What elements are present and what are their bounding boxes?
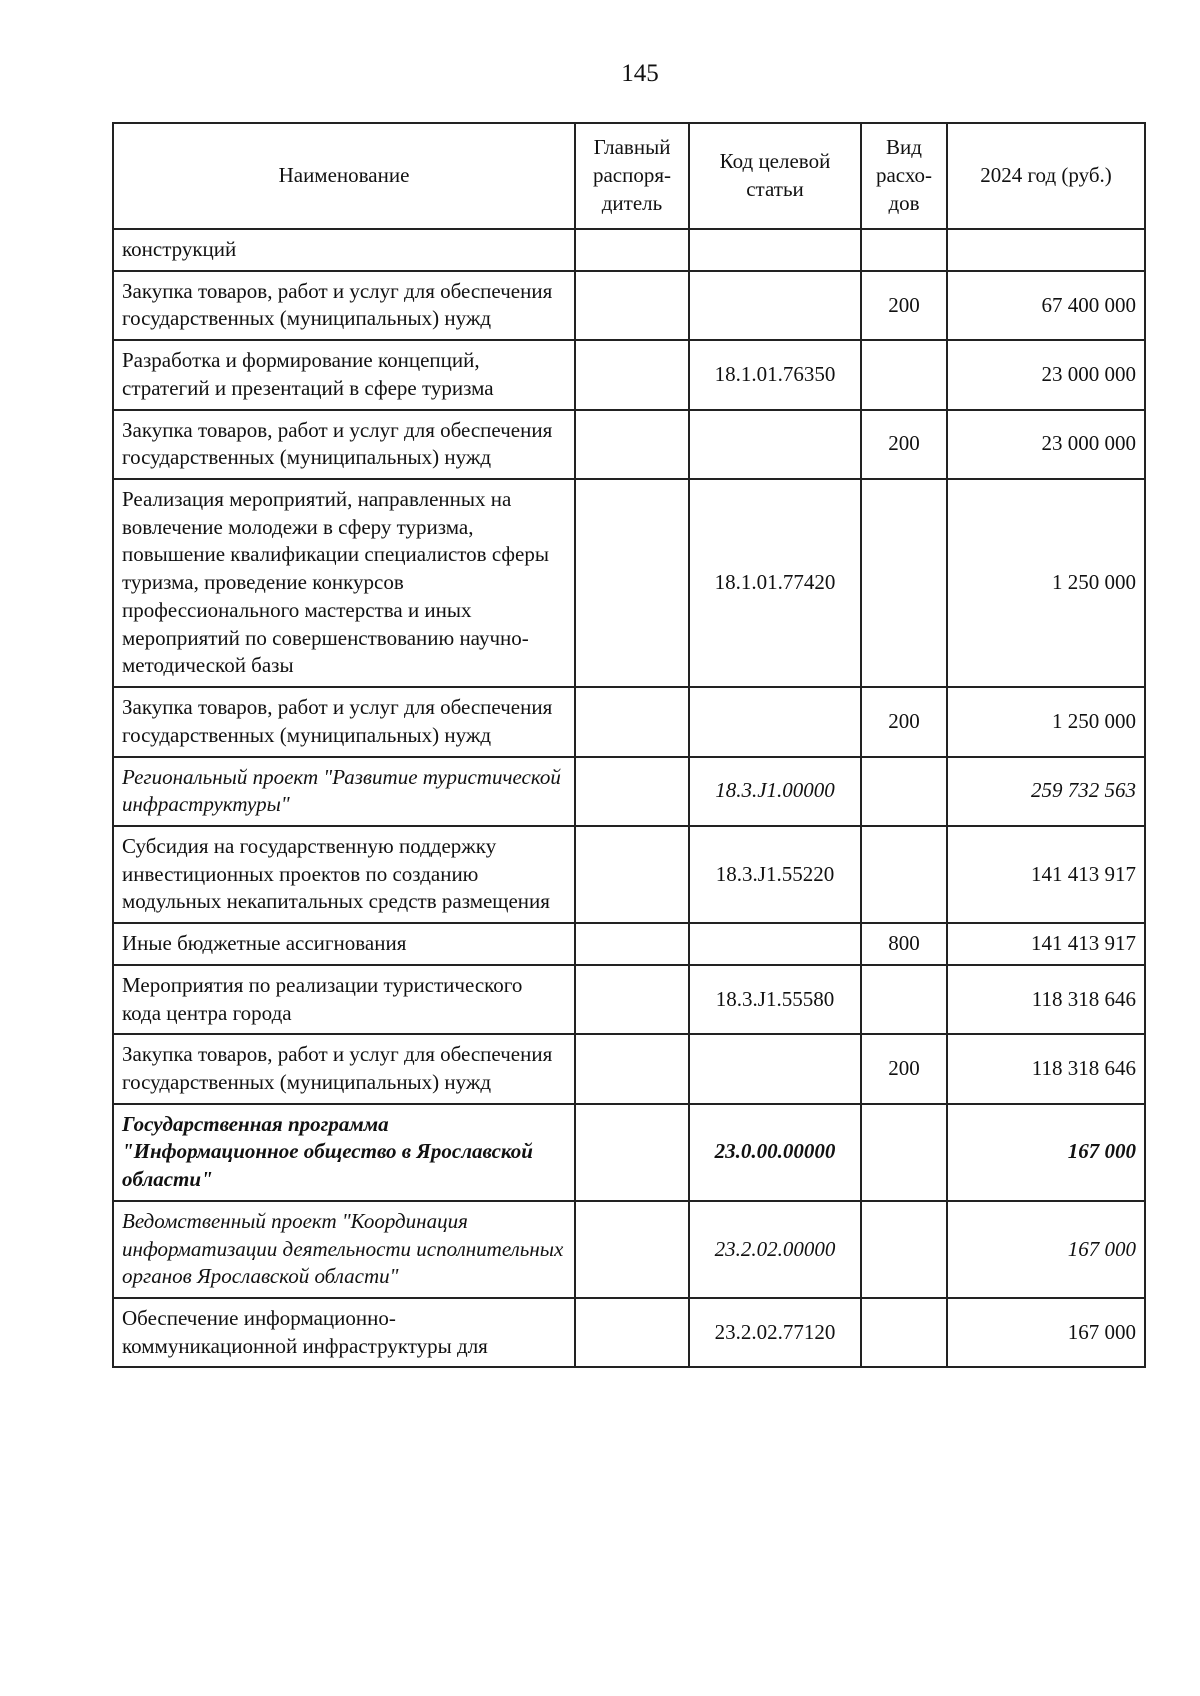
row-sum: 167 000 [947, 1104, 1145, 1201]
row-sum: 259 732 563 [947, 757, 1145, 826]
row-code [689, 1034, 861, 1103]
row-name: Реализация мероприятий, направленных на вовлечение молодежи в сферу туризма, повышение квалификации специалистов сферы туризма, проведение конкурсов профессионального мастерства и иных мероприятий по совершенствованию научно-методической базы [113, 479, 575, 687]
row-sum: 23 000 000 [947, 340, 1145, 409]
row-manager [575, 340, 689, 409]
row-manager [575, 1201, 689, 1298]
row-name: Иные бюджетные ассигнования [113, 923, 575, 965]
row-name: Закупка товаров, работ и услуг для обеспечения государственных (муниципальных) нужд [113, 410, 575, 479]
row-manager [575, 1034, 689, 1103]
table-row [113, 340, 1145, 409]
table-header-row [113, 123, 1145, 229]
row-type [861, 479, 947, 687]
row-name: Обеспечение информационно-коммуникационной инфраструктуры для [113, 1298, 575, 1367]
row-sum: 23 000 000 [947, 410, 1145, 479]
row-code [689, 271, 861, 340]
row-name: Закупка товаров, работ и услуг для обеспечения государственных (муниципальных) нужд [113, 1034, 575, 1103]
row-type [861, 826, 947, 923]
row-name: конструкций [113, 229, 575, 271]
row-sum: 1 250 000 [947, 687, 1145, 756]
table-row [113, 479, 1145, 687]
row-sum [947, 229, 1145, 271]
row-code [689, 410, 861, 479]
row-type: 200 [861, 687, 947, 756]
row-sum: 167 000 [947, 1298, 1145, 1367]
row-code [689, 923, 861, 965]
row-manager [575, 1104, 689, 1201]
table-row [113, 965, 1145, 1034]
row-name: Закупка товаров, работ и услуг для обеспечения государственных (муниципальных) нужд [113, 271, 575, 340]
row-code: 18.1.01.76350 [689, 340, 861, 409]
table-row [113, 229, 1145, 271]
row-type [861, 965, 947, 1034]
row-name: Разработка и формирование концепций, стратегий и презентаций в сфере туризма [113, 340, 575, 409]
row-type: 200 [861, 271, 947, 340]
row-code [689, 687, 861, 756]
table-row [113, 923, 1145, 965]
row-manager [575, 826, 689, 923]
table-row [113, 826, 1145, 923]
row-code: 18.3.J1.55220 [689, 826, 861, 923]
row-code: 23.0.00.00000 [689, 1104, 861, 1201]
row-sum: 167 000 [947, 1201, 1145, 1298]
row-code [689, 229, 861, 271]
table-row [113, 1034, 1145, 1103]
row-type [861, 1201, 947, 1298]
row-name: Региональный проект "Развитие туристической инфраструктуры" [113, 757, 575, 826]
table-row [113, 271, 1145, 340]
row-manager [575, 271, 689, 340]
header-code: Код целевой статьи [689, 123, 861, 229]
row-sum: 1 250 000 [947, 479, 1145, 687]
header-type: Вид расхо-дов [861, 123, 947, 229]
row-manager [575, 229, 689, 271]
page-number: 145 [621, 60, 659, 87]
row-type: 800 [861, 923, 947, 965]
row-type [861, 757, 947, 826]
row-manager [575, 410, 689, 479]
row-sum: 67 400 000 [947, 271, 1145, 340]
table-row [113, 410, 1145, 479]
row-manager [575, 757, 689, 826]
row-name: Ведомственный проект "Координация информатизации деятельности исполнительных органов Ярославской области" [113, 1201, 575, 1298]
row-sum: 118 318 646 [947, 1034, 1145, 1103]
row-sum: 141 413 917 [947, 923, 1145, 965]
header-sum: 2024 год (руб.) [947, 123, 1145, 229]
row-sum: 141 413 917 [947, 826, 1145, 923]
row-sum: 118 318 646 [947, 965, 1145, 1034]
row-manager [575, 479, 689, 687]
row-name: Государственная программа "Информационное общество в Ярославской области" [113, 1104, 575, 1201]
budget-table [112, 122, 1146, 1368]
row-manager [575, 923, 689, 965]
row-type [861, 340, 947, 409]
header-name: Наименование [113, 123, 575, 229]
table-row [113, 1201, 1145, 1298]
row-type: 200 [861, 410, 947, 479]
row-manager [575, 687, 689, 756]
row-type [861, 1104, 947, 1201]
table-row [113, 687, 1145, 756]
table-row [113, 1104, 1145, 1201]
row-type: 200 [861, 1034, 947, 1103]
row-type [861, 1298, 947, 1367]
row-code: 23.2.02.77120 [689, 1298, 861, 1367]
row-type [861, 229, 947, 271]
row-code: 18.3.J1.00000 [689, 757, 861, 826]
table-body [113, 229, 1145, 1367]
row-name: Мероприятия по реализации туристического кода центра города [113, 965, 575, 1034]
row-code: 18.1.01.77420 [689, 479, 861, 687]
row-code: 23.2.02.00000 [689, 1201, 861, 1298]
row-name: Субсидия на государственную поддержку инвестиционных проектов по созданию модульных некапитальных средств размещения [113, 826, 575, 923]
header-manager: Главный распоря-дитель [575, 123, 689, 229]
row-manager [575, 1298, 689, 1367]
table-row [113, 757, 1145, 826]
row-code: 18.3.J1.55580 [689, 965, 861, 1034]
row-manager [575, 965, 689, 1034]
row-name: Закупка товаров, работ и услуг для обеспечения государственных (муниципальных) нужд [113, 687, 575, 756]
table-row [113, 1298, 1145, 1367]
